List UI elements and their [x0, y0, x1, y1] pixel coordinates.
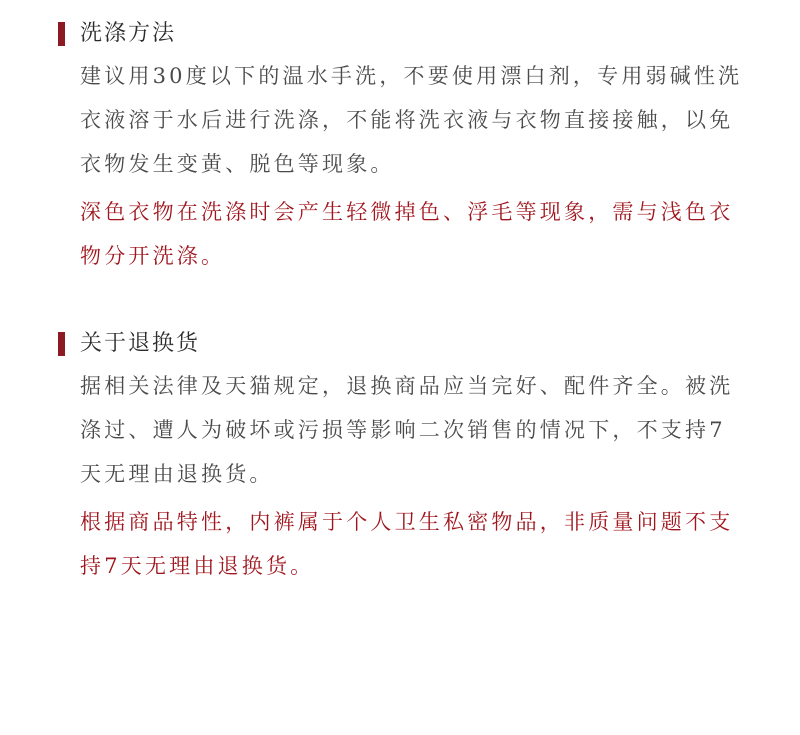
returns-warning: 根据商品特性，内裤属于个人卫生私密物品，非质量问题不支持7天无理由退换货。 [80, 510, 734, 578]
heading-accent-bar [58, 22, 65, 46]
washing-warning: 深色衣物在洗涤时会产生轻微掉色、浮毛等现象，需与浅色衣物分开洗涤。 [80, 200, 734, 268]
washing-heading [58, 14, 748, 54]
heading-accent-bar [58, 332, 65, 356]
washing-section [58, 14, 748, 278]
returns-heading [58, 324, 748, 364]
returns-section [58, 324, 748, 588]
washing-instructions: 建议用30度以下的温水手洗，不要使用漂白剂，专用弱碱性洗衣液溶于水后进行洗涤，不能将洗衣液与衣物直接接触，以免衣物发生变黄、脱色等现象。 [80, 64, 743, 176]
returns-title: 关于退换货 [80, 331, 201, 356]
returns-policy: 据相关法律及天猫规定，退换商品应当完好、配件齐全。被洗涤过、遭人为破坏或污损等影响二次销售的情况下，不支持7天无理由退换货。 [80, 374, 734, 486]
washing-title: 洗涤方法 [80, 21, 177, 46]
